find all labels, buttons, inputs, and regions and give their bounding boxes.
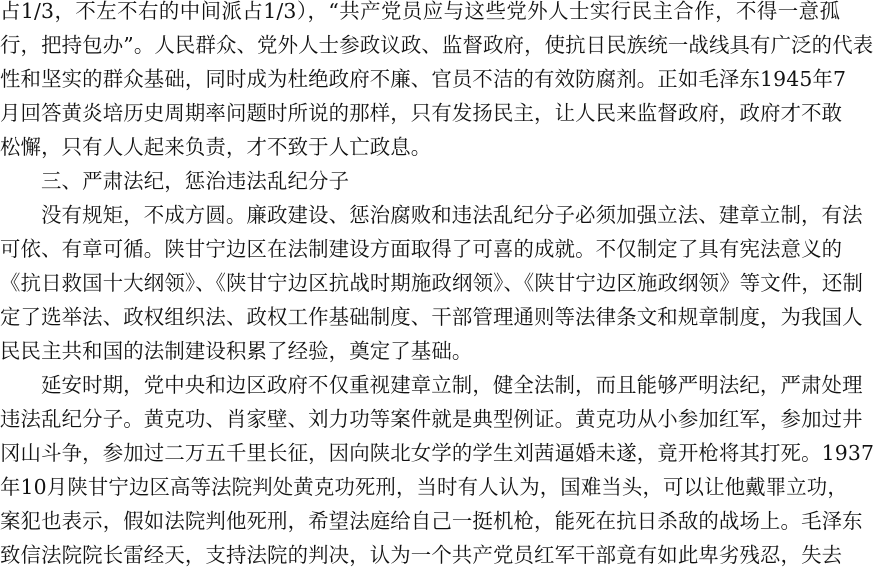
text-line-1: 占1/3，不左不右的中间派占1/3），“共产党员应与这些党外人士实行民主合作，不得一意孤: [0, 0, 840, 23]
section-heading: 三、严肃法纪，惩治违法乱纪分子: [41, 169, 350, 193]
text-line-4: 月回答黄炎培历史周期率问题时所说的那样，只有发扬民主，让人民来监督政府，政府才不敢: [0, 101, 843, 125]
text-line-8: 可依、有章可循。陕甘宁边区在法制建设方面取得了可喜的成就。不仅制定了具有宪法意义的: [0, 237, 843, 261]
text-line-10: 定了选举法、政权组织法、政权工作基础制度、干部管理通则等法律条文和规章制度，为我国人: [0, 305, 863, 329]
text-line-9: 《抗日救国十大纲领》、《陕甘宁边区抗战时期施政纲领》、《陕甘宁边区施政纲领》等文件，还制: [0, 271, 863, 295]
text-line-13: 违法乱纪分子。黄克功、肖家壁、刘力功等案件就是典型例证。黄克功从小参加红军，参加过井: [0, 407, 863, 431]
text-line-12: 延安时期，党中央和边区政府不仅重视建章立制，健全法制，而且能够严明法纪，严肃处理: [41, 373, 863, 397]
text-line-16: 案犯也表示，假如法院判他死刑，希望法庭给自己一挺机枪，能死在抗日杀敌的战场上。毛泽东: [0, 509, 863, 533]
text-line-3: 性和坚实的群众基础，同时成为杜绝政府不廉、官员不洁的有效防腐剂。正如毛泽东1945年7: [0, 67, 847, 91]
text-line-14: 冈山斗争，参加过二万五千里长征，因向陕北女学的学生刘茜逼婚未遂，竟开枪将其打死。1937: [0, 441, 874, 465]
text-line-2: 行，把持包办”。人民群众、党外人士参政议政、监督政府，使抗日民族统一战线具有广泛的代表: [0, 33, 874, 57]
text-line-15: 年10月陕甘宁边区高等法院判处黄克功死刑，当时有人认为，国难当头，可以让他戴罪立功，: [0, 475, 848, 499]
text-line-7: 没有规矩，不成方圆。廉政建设、惩治腐败和违法乱纪分子必须加强立法、建章立制，有法: [41, 203, 863, 227]
text-line-17: 致信法院院长雷经天，支持法院的判决，认为一个共产党员红军干部竟有如此卑劣残忍，失去: [0, 543, 843, 567]
text-line-5: 松懈，只有人人起来负责，才不致于人亡政息。: [0, 135, 432, 159]
text-line-11: 民民主共和国的法制建设积累了经验，奠定了基础。: [0, 339, 473, 363]
